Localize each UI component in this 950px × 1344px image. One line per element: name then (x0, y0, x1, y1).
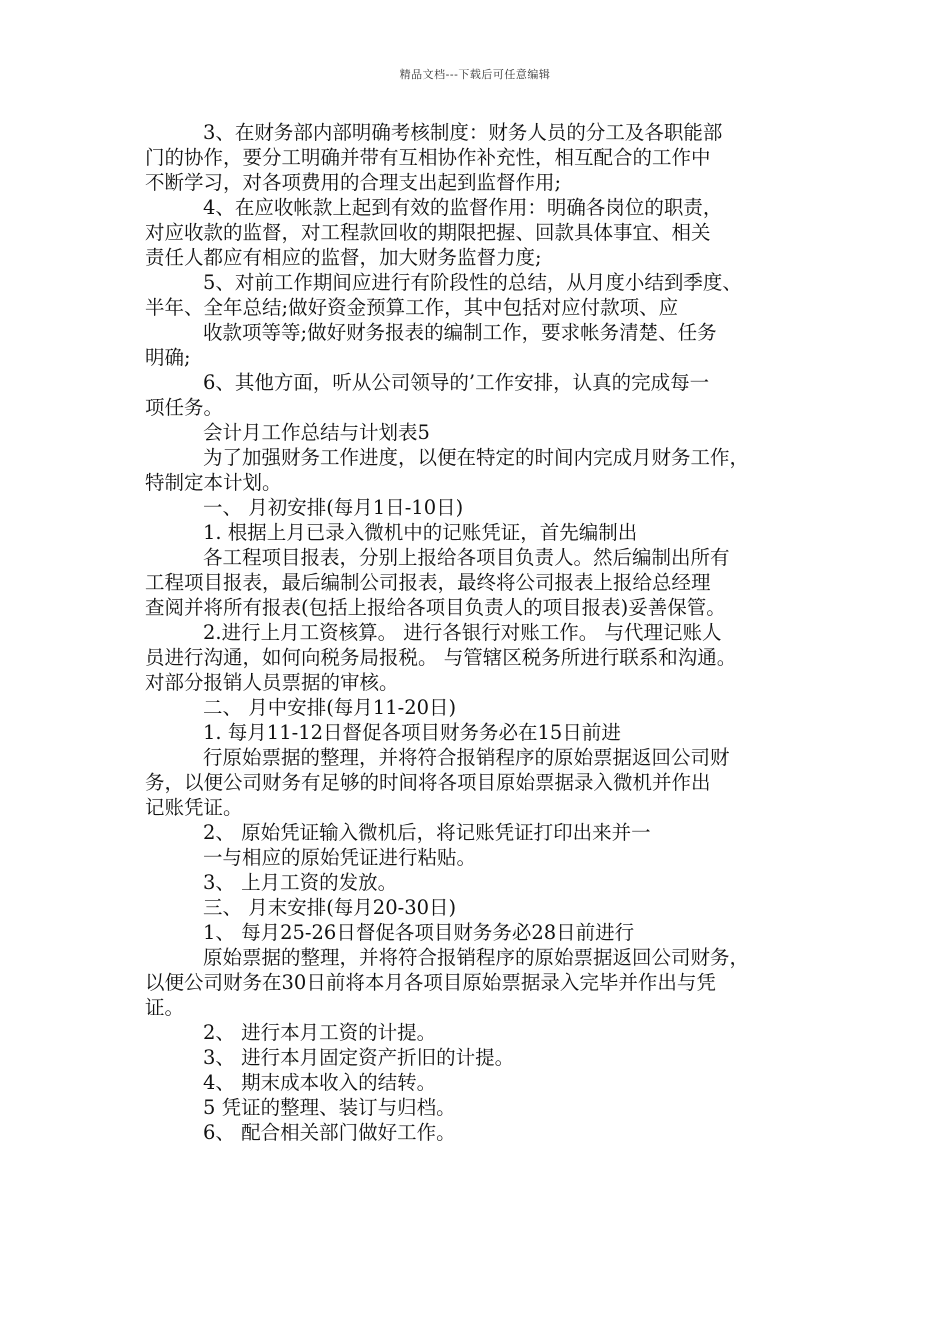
text-line: 行原始票据的整理，并将符合报销程序的原始票据返回公司财 (203, 746, 730, 769)
text-line: 2.进行上月工资核算。 进行各银行对账工作。 与代理记账人 (203, 621, 722, 644)
text-line: 务，以便公司财务有足够的时间将各项目原始票据录入微机并作出 (145, 771, 711, 794)
text-line: 会计月工作总结与计划表5 (203, 421, 430, 444)
text-line: 1. 根据上月已录入微机中的记账凭证，首先编制出 (203, 521, 638, 544)
text-line: 2、 进行本月工资的计提。 (203, 1021, 437, 1044)
text-line: 门的协作，要分工明确并带有互相协作补充性，相互配合的工作中 (145, 146, 711, 169)
text-line: 5、对前工作期间应进行有阶段性的总结，从月度小结到季度、 (203, 271, 742, 294)
text-line: 3、 上月工资的发放。 (203, 871, 398, 894)
text-line: 2、 原始凭证输入微机后，将记账凭证打印出来并一 (203, 821, 651, 844)
text-line: 收款项等等;做好财务报表的编制工作，要求帐务清楚、任务 (203, 321, 717, 344)
text-line: 1、 每月25-26日督促各项目财务务必28日前进行 (203, 921, 635, 944)
text-line: 项任务。 (145, 396, 224, 419)
text-line: 各工程项目报表，分别上报给各项目负责人。然后编制出所有 (203, 546, 730, 569)
text-line: 一与相应的原始凭证进行粘贴。 (203, 846, 477, 869)
text-line: 查阅并将所有报表(包括上报给各项目负责人的项目报表)妥善保管。 (145, 596, 726, 619)
page-header: 精品文档---下载后可任意编辑 (399, 68, 551, 81)
text-line: 对应收款的监督，对工程款回收的期限把握、回款具体事宜、相关 (145, 221, 711, 244)
text-line: 三、 月末安排(每月20-30日) (203, 896, 457, 919)
text-line: 证。 (145, 996, 185, 1019)
text-line: 二、 月中安排(每月11-20日) (203, 696, 457, 719)
text-line: 责任人都应有相应的监督，加大财务监督力度; (145, 246, 542, 269)
text-line: 6、其他方面，听从公司领导的’工作安排，认真的完成每一 (203, 371, 710, 394)
text-line: 5 凭证的整理、装订与归档。 (203, 1096, 456, 1119)
text-line: 4、 期末成本收入的结转。 (203, 1071, 437, 1094)
document-body (145, 120, 825, 1145)
text-line: 记账凭证。 (145, 796, 243, 819)
text-line: 半年、全年总结;做好资金预算工作，其中包括对应付款项、应 (145, 296, 679, 319)
text-line: 为了加强财务工作进度，以便在特定的时间内完成月财务工作， (203, 446, 750, 469)
text-line: 1. 每月11-12日督促各项目财务务必在15日前进 (203, 721, 621, 744)
text-line: 6、 配合相关部门做好工作。 (203, 1121, 456, 1144)
text-line: 3、在财务部内部明确考核制度：财务人员的分工及各职能部 (203, 121, 723, 144)
text-line: 不断学习，对各项费用的合理支出起到监督作用; (145, 171, 562, 194)
text-line: 员进行沟通，如何向税务局报税。 与管辖区税务所进行联系和沟通。 (145, 646, 737, 669)
text-line: 工程项目报表，最后编制公司报表，最终将公司报表上报给总经理 (145, 571, 711, 594)
text-line: 4、在应收帐款上起到有效的监督作用：明确各岗位的职责， (203, 196, 723, 219)
text-line: 特制定本计划。 (145, 471, 282, 494)
text-line: 对部分报销人员票据的审核。 (145, 671, 399, 694)
text-line: 以便公司财务在30日前将本月各项目原始票据录入完毕并作出与凭 (145, 971, 716, 994)
text-line: 3、 进行本月固定资产折旧的计提。 (203, 1046, 515, 1069)
text-line: 明确; (145, 346, 191, 369)
text-line: 原始票据的整理，并将符合报销程序的原始票据返回公司财务， (203, 946, 750, 969)
text-line: 一、 月初安排(每月1日-10日) (203, 496, 464, 519)
